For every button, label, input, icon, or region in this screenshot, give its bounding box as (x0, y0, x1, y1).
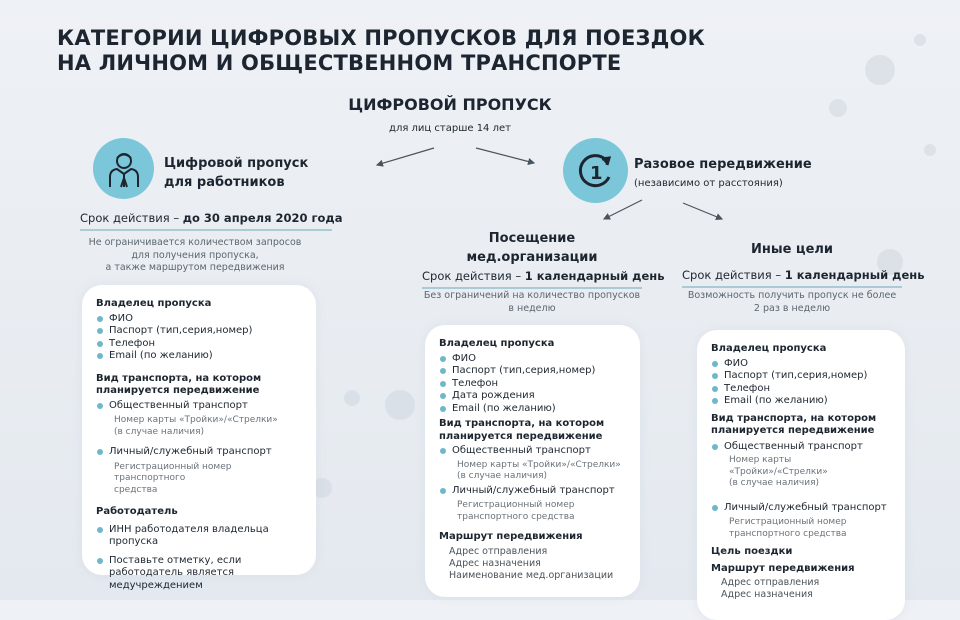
other-validity (682, 268, 925, 288)
one-time-icon (563, 138, 628, 203)
medical-card (425, 325, 640, 597)
validity-value: до 30 апреля 2020 года (182, 211, 343, 225)
route-item: Адрес отправления (449, 545, 548, 557)
note-line: (в случае наличия) (114, 426, 205, 437)
list-item: Email (по желанию) (711, 395, 891, 408)
note-line: Регистрационный номер транспортного (114, 461, 232, 483)
desc-line: Без ограничений на количество пропусков (423, 290, 641, 301)
workers-title (164, 154, 308, 192)
note-line: Номер карты «Тройки»/«Стрелки» (114, 415, 278, 425)
desc-line: для получения пропуска, (131, 249, 259, 261)
personal-note (439, 500, 626, 523)
list-item: Телефон (439, 378, 626, 391)
employer-heading: Работодатель (96, 506, 178, 517)
other-card (697, 330, 905, 620)
transport-heading (439, 418, 626, 443)
list-item: ИНН работодателя владельца пропуска (96, 524, 302, 549)
list-item: Поставьте отметку, если работодатель является медучреждением (96, 555, 302, 593)
validity-label: Срок действия – (80, 211, 183, 225)
single-subtitle: (независимо от расстояния) (634, 178, 783, 189)
note-line: (в случае наличия) (457, 471, 548, 481)
validity-value: 1 календарный день (524, 269, 665, 283)
main-subheading: для лиц старше 14 лет (389, 123, 511, 134)
arrow-left (377, 148, 434, 165)
list-item: Общественный транспорт (96, 400, 302, 413)
list-item: ФИО (711, 358, 891, 371)
desc-line: 2 раз в неделю (753, 302, 831, 314)
list-item: Дата рождения (439, 390, 626, 403)
transport-heading (96, 373, 302, 398)
heading-line: Вид транспорта, на котором (439, 418, 605, 429)
list-item: Паспорт (тип,серия,номер) (711, 370, 891, 383)
public-note (96, 415, 302, 438)
svg-text:1: 1 (589, 162, 603, 184)
note-line: Регистрационный номер (457, 500, 575, 510)
list-item: Личный/служебный транспорт (711, 502, 891, 515)
owner-heading: Владелец пропуска (711, 343, 827, 354)
heading-line: Вид транспорта, на котором (711, 412, 877, 424)
list-item: Телефон (96, 338, 302, 351)
arrow-other (683, 203, 722, 219)
medical-desc (422, 290, 642, 315)
route-item: Адрес назначения (721, 589, 813, 600)
heading-line: планируется передвижение (439, 430, 603, 442)
title-line: Посещение (488, 231, 576, 246)
note-line: средства (114, 484, 158, 495)
arrow-medical (604, 200, 642, 219)
list-item: Email (по желанию) (96, 350, 302, 363)
desc-line: Не ограничивается количеством запросов (88, 237, 302, 248)
public-note (711, 455, 891, 490)
route-heading: Маршрут передвижения (439, 531, 583, 542)
list-item: Общественный транспорт (711, 441, 891, 454)
validity-label: Срок действия – (422, 269, 525, 283)
note-line: транспортного средства (729, 528, 847, 539)
single-title: Разовое передвижение (634, 157, 812, 172)
note-line: (в случае наличия) (729, 478, 820, 488)
route-item: Наименование мед.организации (449, 569, 614, 581)
worker-icon (93, 138, 154, 199)
heading-line: Вид транспорта, на котором (96, 372, 262, 384)
other-desc (682, 290, 902, 315)
route-item: Адрес отправления (721, 577, 820, 588)
list-item: Паспорт (тип,серия,номер) (439, 365, 626, 378)
owner-heading: Владелец пропуска (96, 298, 212, 309)
workers-validity (80, 211, 343, 231)
route-item: Адрес назначения (449, 557, 541, 569)
list-item: Общественный транспорт (439, 445, 626, 458)
medical-validity (422, 269, 665, 289)
desc-line: Возможность получить пропуск не более (687, 290, 897, 301)
note-line: Номер карты «Тройки»/«Стрелки» (457, 459, 621, 470)
workers-desc (80, 237, 310, 275)
transport-heading (711, 413, 891, 438)
list-item: Email (по желанию) (439, 403, 626, 416)
list-item: Личный/служебный транспорт (96, 446, 302, 459)
note-line: транспортного средства (457, 511, 575, 522)
validity-value: 1 календарный день (784, 268, 925, 282)
owner-list (96, 313, 302, 363)
list-item: ФИО (96, 313, 302, 326)
public-note (439, 460, 626, 483)
title-line-2: НА ЛИЧНОМ И ОБЩЕСТВЕННОМ ТРАНСПОРТЕ (57, 51, 622, 75)
medical-title (422, 229, 642, 267)
list-item: Телефон (711, 383, 891, 396)
workers-title-2: для работников (164, 175, 285, 190)
validity-label: Срок действия – (682, 268, 785, 282)
personal-note (711, 517, 891, 540)
list-item: Паспорт (тип,серия,номер) (96, 325, 302, 338)
heading-line: планируется передвижение (711, 425, 875, 436)
owner-heading: Владелец пропуска (439, 338, 555, 349)
title-line: мед.организации (466, 250, 598, 265)
list-item: ФИО (439, 353, 626, 366)
workers-card (82, 285, 316, 591)
heading-line: планируется передвижение (96, 385, 260, 396)
arrow-right (476, 148, 534, 163)
route-heading: Маршрут передвижения (711, 562, 855, 574)
note-line: Номер карты «Тройки»/«Стрелки» (729, 455, 828, 477)
note-line: Регистрационный номер (729, 517, 847, 527)
main-heading: ЦИФРОВОЙ ПРОПУСК (348, 95, 552, 114)
personal-note (96, 462, 302, 497)
desc-line: в неделю (508, 302, 556, 314)
title-line-1: КАТЕГОРИИ ЦИФРОВЫХ ПРОПУСКОВ ДЛЯ ПОЕЗДОК (57, 26, 705, 50)
list-item: Личный/служебный транспорт (439, 485, 626, 498)
workers-title-1: Цифровой пропуск (164, 156, 309, 171)
purpose-heading: Цель поездки (711, 546, 793, 557)
desc-line: а также маршрутом передвижения (105, 262, 285, 273)
other-title: Иные цели (750, 242, 834, 257)
